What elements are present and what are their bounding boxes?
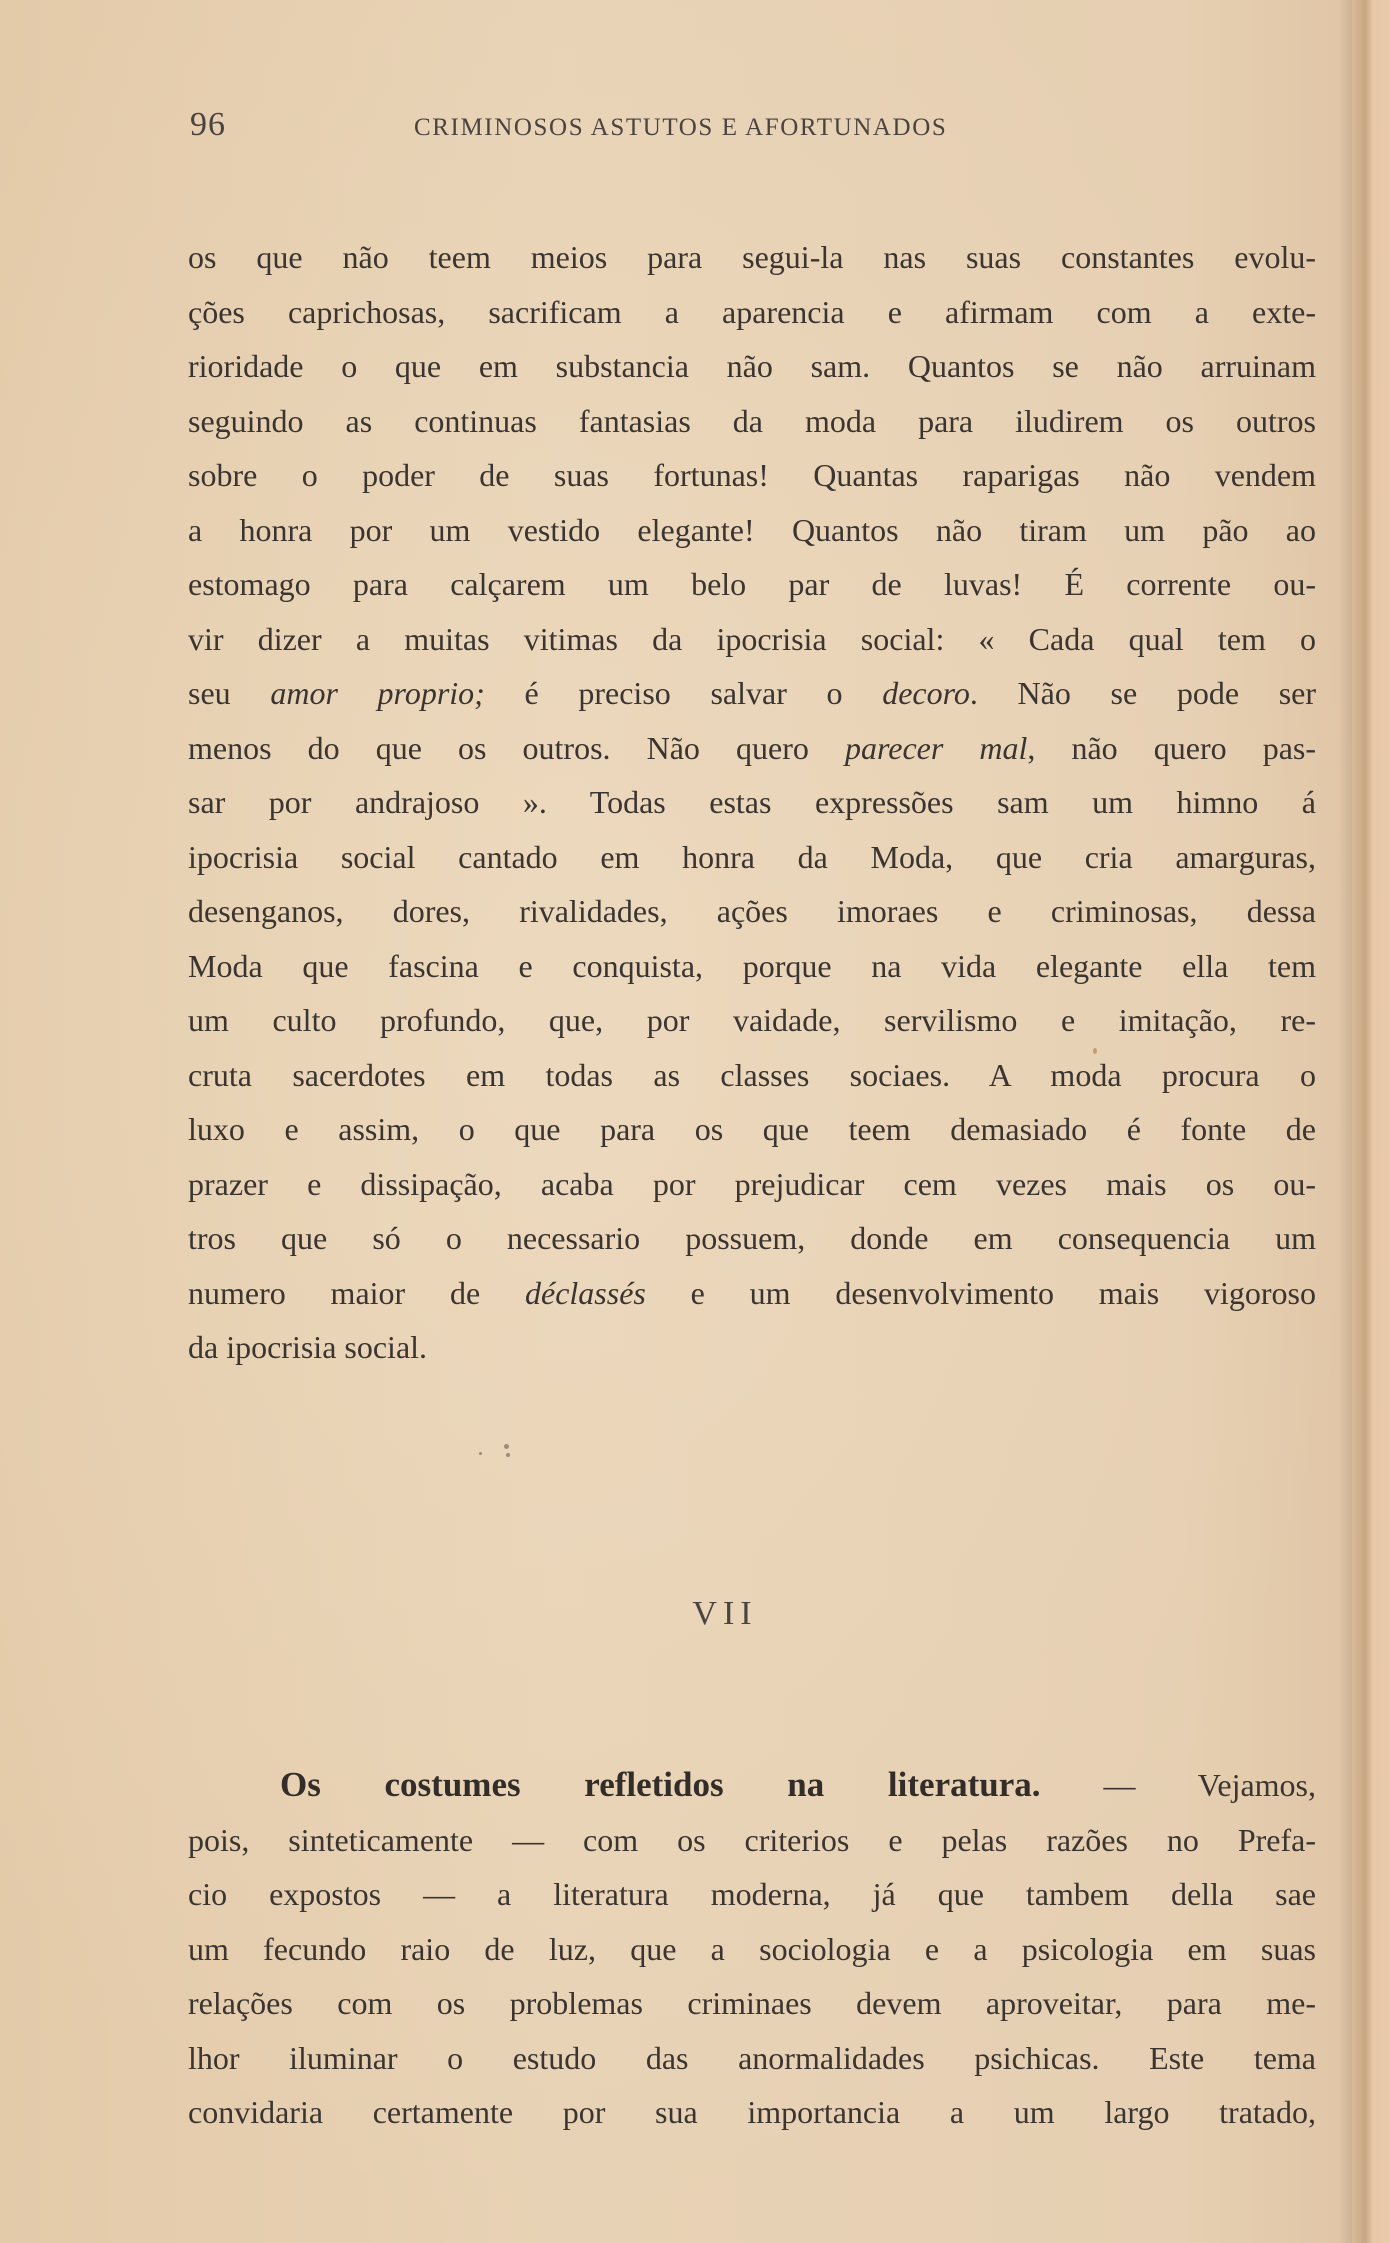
paper-speck (506, 1453, 510, 1457)
italic-phrase: amor proprio; (270, 675, 485, 711)
text-run: seguindo as continuas fantasias da moda para iludirem os outros (188, 402, 1316, 439)
text-run: Moda que fascina e conquista, porque na vida elegante ella tem (188, 947, 1316, 984)
text-run: sar por andrajoso ». Todas estas expressões sam um himno á (188, 784, 1316, 820)
paper-speck (479, 1452, 482, 1455)
text-run: da ipocrisia social. (188, 1329, 428, 1365)
italic-phrase: déclassés (525, 1274, 646, 1311)
text-run: ipocrisia social cantado em honra da Moda, que cria amarguras, (188, 838, 1316, 875)
text-run: é preciso salvar o (484, 675, 883, 711)
text-run: ções caprichosas, sacrificam a aparencia e afirmam com a exte- (188, 293, 1316, 330)
text-run: sobre o poder de suas fortunas! Quantas raparigas não vendem (188, 457, 1316, 493)
text-line (188, 1813, 1316, 1868)
text-line (188, 993, 1316, 1048)
section-first-line (188, 1758, 1316, 1813)
text-run: os que não teem meios para segui-la nas suas constantes evolu- (188, 239, 1316, 275)
text-run: . Não se pode ser (969, 675, 1317, 711)
text-line (188, 612, 1316, 667)
text-run: estomago para calçarem um belo par de luvas! É corrente ou- (188, 566, 1316, 602)
paragraph-body (188, 230, 1316, 1375)
text-run: numero maior de (188, 1274, 525, 1311)
running-head: CRIMINOSOS ASTUTOS E AFORTUNADOS (414, 114, 948, 141)
text-run: , não quero pas- (1027, 729, 1317, 766)
text-line (188, 884, 1316, 939)
text-run: luxo e assim, o que para os que teem demasiado é fonte de (188, 1111, 1316, 1147)
text-run: vir dizer a muitas vitimas da ipocrisia social: « Cada qual tem o (188, 620, 1316, 657)
text-line (188, 1320, 1316, 1375)
text-line (188, 830, 1316, 885)
italic-phrase: parecer mal (844, 729, 1028, 766)
text-run: relações com os problemas criminaes devem aproveitar, para me- (188, 1985, 1316, 2021)
page-number: 96 (190, 106, 226, 143)
text-line (188, 1048, 1316, 1103)
adjacent-page-edge (1352, 0, 1390, 2243)
page-gutter-shadow (1338, 0, 1352, 2243)
text-run: um culto profundo, que, por vaidade, servilismo e imitação, re- (188, 1002, 1316, 1038)
text-line (188, 339, 1316, 394)
text-run: pois, sinteticamente — com os criterios e pelas razões no Prefa- (188, 1821, 1316, 1858)
text-run: a honra por um vestido elegante! Quantos não tiram um pão ao (188, 511, 1316, 548)
text-run: e um desenvolvimento mais vigoroso (645, 1274, 1317, 1311)
text-run: lhor iluminar o estudo das anormalidades psichicas. Este tema (188, 2039, 1316, 2076)
text-run: tros que só o necessario possuem, donde em consequencia um (188, 1220, 1316, 1256)
paper-speck (1093, 1048, 1097, 1054)
text-line (188, 1867, 1316, 1922)
section-body (188, 1758, 1316, 2140)
text-line (188, 666, 1316, 721)
italic-phrase: decoro (882, 675, 970, 711)
text-run: um fecundo raio de luz, que a sociologia e a psicologia em suas (188, 1930, 1316, 1967)
text-line (188, 1266, 1316, 1321)
text-line (188, 448, 1316, 503)
text-run: convidaria certamente por sua importancia a um largo tratado, (188, 2094, 1316, 2130)
text-line (188, 557, 1316, 612)
text-line (188, 1976, 1316, 2031)
text-line (188, 1922, 1316, 1977)
section-title: Os costumes refletidos na literatura. (280, 1765, 1041, 1804)
text-line (188, 2031, 1316, 2086)
text-line (188, 1211, 1316, 1266)
section-first-line-rest (1198, 1767, 1316, 1803)
text-run: cruta sacerdotes em todas as classes sociaes. A moda procura o (188, 1056, 1316, 1093)
text-run: desenganos, dores, rivalidades, ações imoraes e criminosas, dessa (188, 893, 1316, 929)
text-line (188, 775, 1316, 830)
section-numeral: VII (692, 1595, 758, 1632)
text-run: Vejamos, (1197, 1767, 1316, 1803)
text-run: seu (188, 675, 271, 711)
text-line (188, 394, 1316, 449)
section-title-dash: — (1040, 1767, 1198, 1803)
text-line (188, 1102, 1316, 1157)
text-line (188, 721, 1316, 776)
page-header (190, 106, 1110, 146)
text-run: rioridade o que em substancia não sam. Quantos se não arruinam (188, 348, 1316, 384)
text-line (188, 2085, 1316, 2140)
text-run: menos do que os outros. Não quero (188, 729, 845, 766)
text-line (188, 285, 1316, 340)
text-line (188, 1157, 1316, 1212)
text-run: prazer e dissipação, acaba por prejudicar cem vezes mais os ou- (188, 1165, 1316, 1202)
text-line (188, 939, 1316, 994)
text-line (188, 503, 1316, 558)
text-run: cio expostos — a literatura moderna, já que tambem della sae (188, 1876, 1316, 1912)
text-line (188, 230, 1316, 285)
paper-speck (504, 1444, 509, 1449)
